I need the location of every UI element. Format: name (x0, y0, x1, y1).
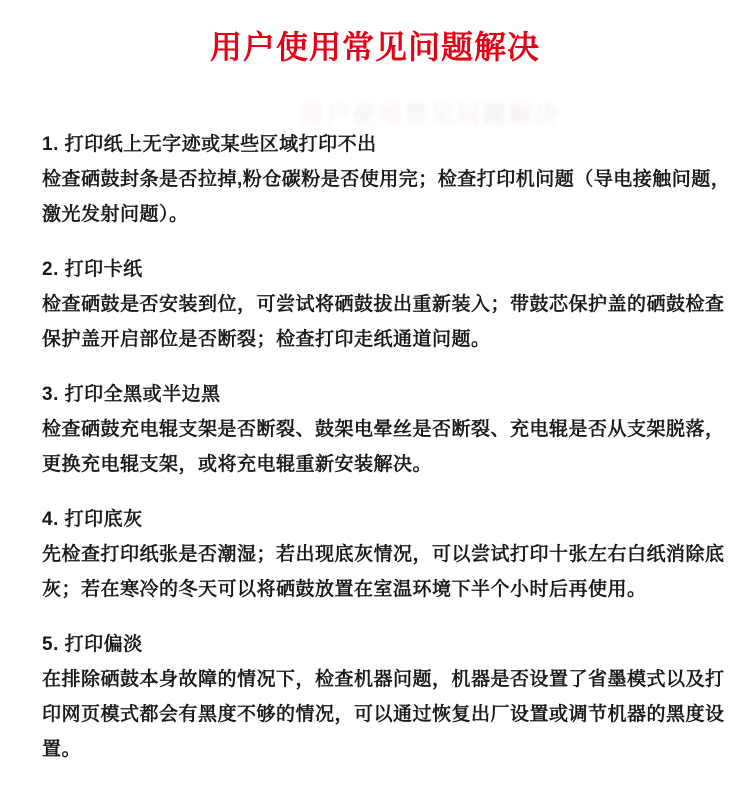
section-line: 激光发射问题）。 (42, 204, 189, 225)
document-page (0, 27, 750, 775)
section-line: 检查硒鼓是否安装到位，可尝试将硒鼓拔出重新装入；带鼓芯保护盖的硒鼓检查 (42, 294, 725, 315)
section-heading: 1. 打印纸上无字迹或某些区域打印不出 (42, 134, 377, 155)
section-line: 检查硒鼓封条是否拉掉,粉仓碳粉是否使用完；检查打印机问题（导电接触问题， (42, 169, 731, 190)
section-line: 置。 (42, 739, 82, 760)
section-line: 更换充电辊支架，或将充电辊重新安装解决。 (42, 454, 433, 475)
faq-section (42, 127, 731, 232)
faq-section (42, 627, 725, 767)
section-line: 检查硒鼓充电辊支架是否断裂、鼓架电晕丝是否断裂、充电辊是否从支架脱落， (42, 419, 725, 440)
section-heading: 3. 打印全黑或半边黑 (42, 384, 221, 405)
section-line: 印网页模式都会有黑度不够的情况，可以通过恢复出厂设置或调节机器的黑度设 (42, 704, 725, 725)
section-line: 保护盖开启部位是否断裂；检查打印走纸通道问题。 (42, 329, 491, 350)
title-ghost-artifact: 用户使用常见问题解决 (300, 102, 560, 129)
section-heading: 2. 打印卡纸 (42, 259, 143, 280)
faq-section (42, 377, 725, 482)
section-line: 灰；若在寒冷的冬天可以将硒鼓放置在室温环境下半个小时后再使用。 (42, 579, 647, 600)
section-heading: 5. 打印偏淡 (42, 634, 143, 655)
section-heading: 4. 打印底灰 (42, 509, 143, 530)
faq-content (42, 127, 731, 787)
faq-section (42, 502, 725, 607)
faq-section (42, 252, 725, 357)
section-line: 在排除硒鼓本身故障的情况下，检查机器问题，机器是否设置了省墨模式以及打 (42, 669, 725, 690)
page-title: 用户使用常见问题解决 (209, 29, 540, 65)
section-line: 先检查打印纸张是否潮湿；若出现底灰情况，可以尝试打印十张左右白纸消除底 (42, 544, 725, 565)
